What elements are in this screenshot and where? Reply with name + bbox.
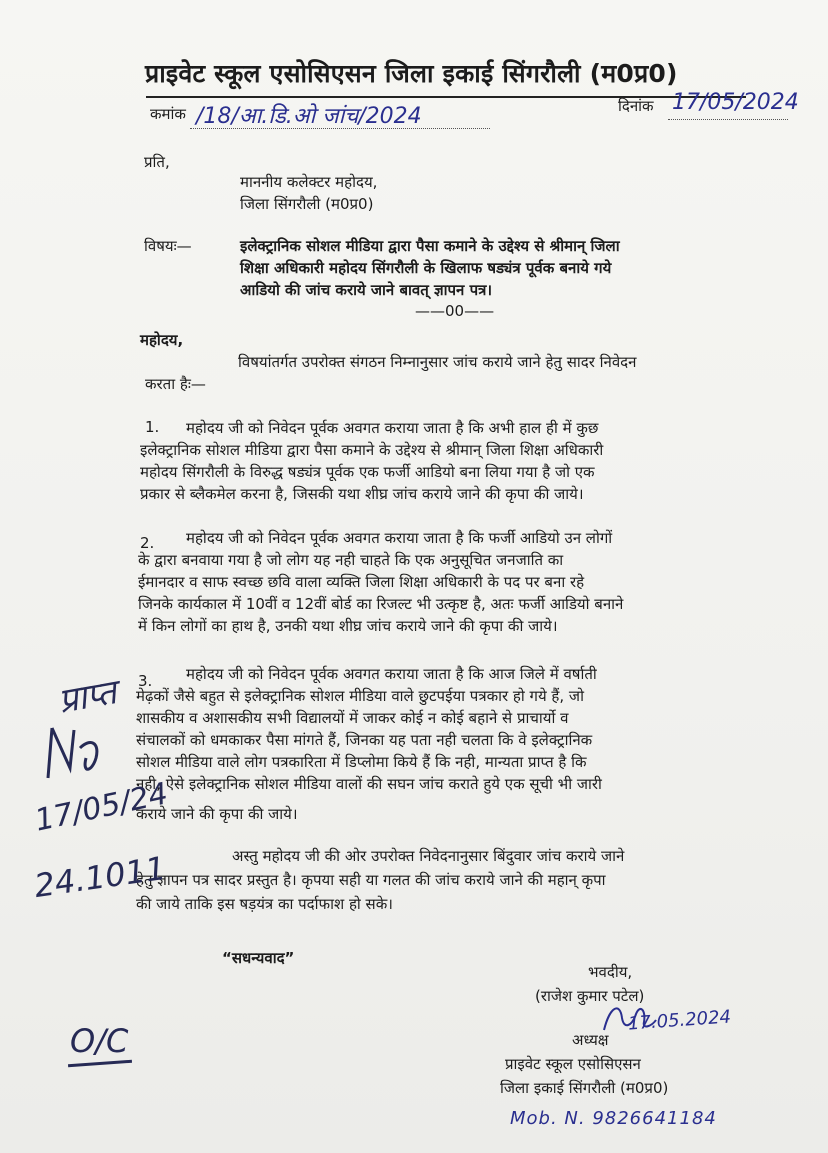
thanks-text: “सधन्यवाद”	[222, 949, 295, 967]
subject-label: विषयः—	[144, 237, 192, 255]
subject-line-1: इलेक्ट्रानिक सोशल मीडिया द्वारा पैसा कमाने के उद्देश्य से श्रीमान् जिला	[240, 237, 620, 255]
point-3-line-4: संचालकों को धमकाकर पैसा मांगते हैं, जिनका यह पता नही चलता कि वे इलेक्ट्रानिक	[136, 731, 593, 749]
date-handwritten: 17/05/2024	[672, 90, 799, 115]
point-2-line-2: के द्वारा बनवाया गया है जो लोग यह नही चाहते कि एक अनुसूचित जनजाति का	[138, 551, 564, 569]
ref-number-handwritten: /18/आ.डि.ओ जांच/2024	[196, 104, 422, 129]
point-2-line-1: महोदय जी को निवेदन पूर्वक अवगत कराया जाता है कि फर्जी आडियो उन लोगों	[186, 529, 613, 547]
point-1-line-2: इलेक्ट्रानिक सोशल मीडिया द्वारा पैसा कमाने के उद्देश्य से श्रीमान् जिला शिक्षा अधिकारी	[140, 441, 604, 459]
date-dotted-line	[668, 119, 788, 121]
bhavdiya-label: भवदीय,	[588, 963, 633, 981]
point-1-line-1: महोदय जी को निवेदन पूर्वक अवगत कराया जाता है कि अभी हाल ही में कुछ	[186, 419, 599, 437]
point-2-line-5: में किन लोगों का हाथ है, उनकी यथा शीघ्र जांच कराये जाने की कृपा की जाये।	[138, 617, 558, 635]
salutation: महोदय,	[140, 331, 184, 349]
ref-label: कमांक	[150, 105, 186, 123]
date-label: दिनांक	[618, 97, 654, 115]
letterhead-title: प्राइवेट स्कूल एसोसिएसन जिला इकाई सिंगरौली (म0प्र0)	[145, 59, 678, 88]
margin-note-date: 17/05/24	[31, 776, 171, 839]
signature-date: 17.05.2024	[627, 1006, 732, 1035]
point-3-line-3: शासकीय व अशासकीय सभी विद्यालयों में जाकर कोई न कोई बहाने से प्राचार्यो व	[136, 709, 569, 727]
margin-note-number: 24.1011	[31, 848, 169, 906]
oc-underline	[68, 1060, 132, 1067]
org-line-2: जिला इकाई सिंगरौली (म0प्र0)	[500, 1079, 669, 1097]
ref-dotted-line	[190, 128, 490, 130]
point-1-line-4: प्रकार से ब्लैकमेल करना है, जिसकी यथा शीघ्र जांच कराये जाने की कृपा की जाये।	[140, 485, 584, 503]
designation: अध्यक्ष	[572, 1031, 609, 1049]
closing-line-2: हेतु ज्ञापन पत्र सादर प्रस्तुत है। कृपया सही या गलत की जांच कराये जाने की महान् कृपा	[136, 871, 606, 889]
recipient-line-1: माननीय कलेक्टर महोदय,	[240, 173, 378, 191]
recipient-line-2: जिला सिंगरौली (म0प्र0)	[240, 195, 374, 213]
intro-line-2: करता हैः—	[145, 375, 206, 393]
point-3-number: 3.	[138, 672, 153, 690]
subject-separator: ——00——	[415, 302, 495, 320]
point-3-line-2: मेढ़कों जैसे बहुत से इलेक्ट्रानिक सोशल मीडिया वाले छुटपईया पत्रकार हो गये हैं, जो	[136, 687, 584, 705]
margin-initials-scribble	[40, 718, 110, 788]
point-1-line-3: महोदय सिंगरौली के विरुद्ध षड्यंत्र पूर्वक एक फर्जी आडियो बना लिया गया है जो एक	[140, 463, 595, 481]
margin-note-oc: O/C	[70, 1022, 129, 1060]
point-2-line-4: जिनके कार्यकाल में 10वीं व 12वीं बोर्ड का रिजल्ट भी उत्कृष्ट है, अतः फर्जी आडियो बनाने	[138, 595, 624, 613]
point-1-number: 1.	[145, 418, 160, 436]
point-3-line-5: सोशल मीडिया वाले लोग पत्रकारिता में डिप्लोमा किये हैं कि नही, मान्यता प्राप्त है कि	[136, 753, 587, 771]
point-2-number: 2.	[140, 534, 155, 552]
subject-line-3: आडियो की जांच कराये जाने बावत् ज्ञापन पत्र।	[240, 281, 493, 299]
org-line-1: प्राइवेट स्कूल एसोसिएसन	[505, 1055, 641, 1073]
mobile-number: Mob. N. 9826641184	[510, 1108, 717, 1129]
closing-line-1: अस्तु महोदय जी की ओर उपरोक्त निवेदनानुसार बिंदुवार जांच कराये जाने	[232, 847, 625, 865]
header-underline	[146, 96, 746, 98]
subject-line-2: शिक्षा अधिकारी महोदय सिंगरौली के खिलाफ षड्यंत्र पूर्वक बनाये गये	[240, 259, 612, 277]
point-2-line-3: ईमानदार व साफ स्वच्छ छवि वाला व्यक्ति जिला शिक्षा अधिकारी के पद पर बना रहे	[138, 573, 585, 591]
intro-line-1: विषयांतर्गत उपरोक्त संगठन निम्नानुसार जांच कराये जाने हेतु सादर निवेदन	[238, 353, 637, 371]
point-3-line-7: कराये जाने की कृपा की जाये।	[136, 805, 298, 823]
point-3-line-1: महोदय जी को निवेदन पूर्वक अवगत कराया जाता है कि आज जिले में वर्षाती	[186, 665, 597, 683]
signatory-name: (राजेश कुमार पटेल)	[535, 987, 645, 1005]
closing-line-3: की जाये ताकि इस षड़यंत्र का पर्दाफाश हो सके।	[136, 895, 393, 913]
margin-note-received: प्राप्त	[55, 672, 120, 722]
point-3-line-6: नही, ऐसे इलेक्ट्रानिक सोशल मीडिया वालों की सघन जांच कराते हुये एक सूची भी जारी	[136, 775, 602, 793]
prati-label: प्रति,	[144, 153, 170, 171]
